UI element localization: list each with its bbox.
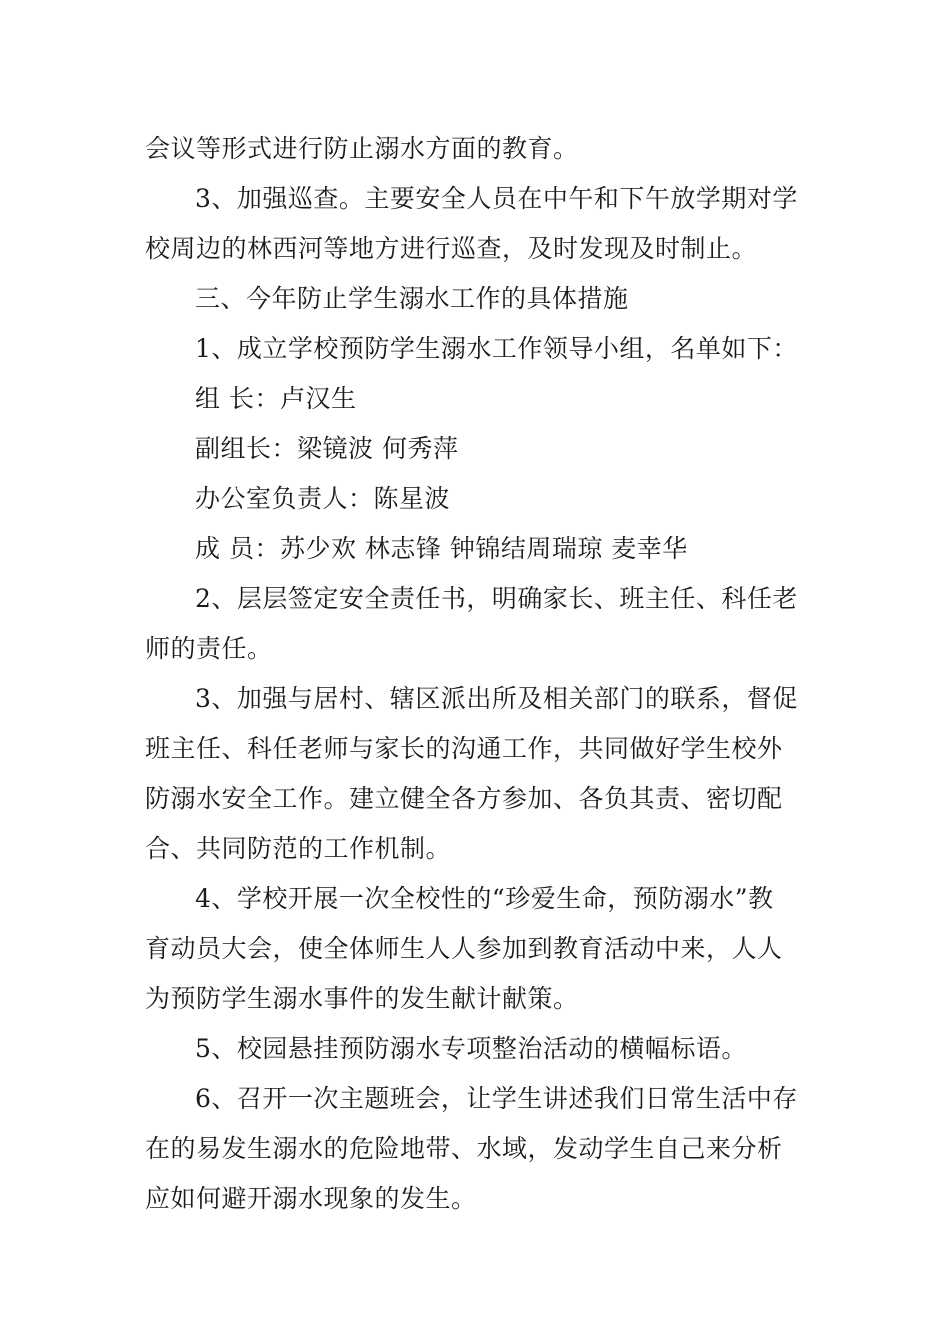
text-line-21: 在的易发生溺水的危险地带、水域，发动学生自己来分析 [145,1134,783,1163]
text-line-20: 6、召开一次主题班会，让学生讲述我们日常生活中存 [195,1084,798,1113]
text-line-11: 师的责任。 [145,634,273,663]
text-line-5: 1、成立学校预防学生溺水工作领导小组，名单如下： [195,334,798,363]
text-line-13: 班主任、科任老师与家长的沟通工作，共同做好学生校外 [145,734,783,763]
text-line-14: 防溺水安全工作。建立健全各方参加、各负其责、密切配 [145,784,783,813]
text-line-16: 4、学校开展一次全校性的“珍爱生命，预防溺水”教 [195,884,774,913]
text-line-15: 合、共同防范的工作机制。 [145,834,452,863]
members-line: 成 员：苏少欢 林志锋 钟锦结周瑞琼 麦幸华 [195,534,688,563]
group-leader-line: 组 长：卢汉生 [195,384,357,413]
text-line-3: 校周边的林西河等地方进行巡查，及时发现及时制止。 [145,234,758,263]
text-line-19: 5、校园悬挂预防溺水专项整治活动的横幅标语。 [195,1034,747,1063]
text-line-18: 为预防学生溺水事件的发生献计献策。 [145,984,579,1013]
deputy-leader-line: 副组长：梁镜波 何秀萍 [195,434,459,463]
text-line-10: 2、层层签定安全责任书，明确家长、班主任、科任老 [195,584,798,613]
text-line-22: 应如何避开溺水现象的发生。 [145,1184,477,1213]
text-line-1: 会议等形式进行防止溺水方面的教育。 [145,134,579,163]
office-head-line: 办公室负责人：陈星波 [195,484,451,513]
text-line-12: 3、加强与居村、辖区派出所及相关部门的联系，督促 [195,684,798,713]
section-heading: 三、今年防止学生溺水工作的具体措施 [195,284,629,313]
text-line-17: 育动员大会，使全体师生人人参加到教育活动中来，人人 [145,934,783,963]
text-line-2: 3、加强巡查。主要安全人员在中午和下午放学期对学 [195,184,798,213]
